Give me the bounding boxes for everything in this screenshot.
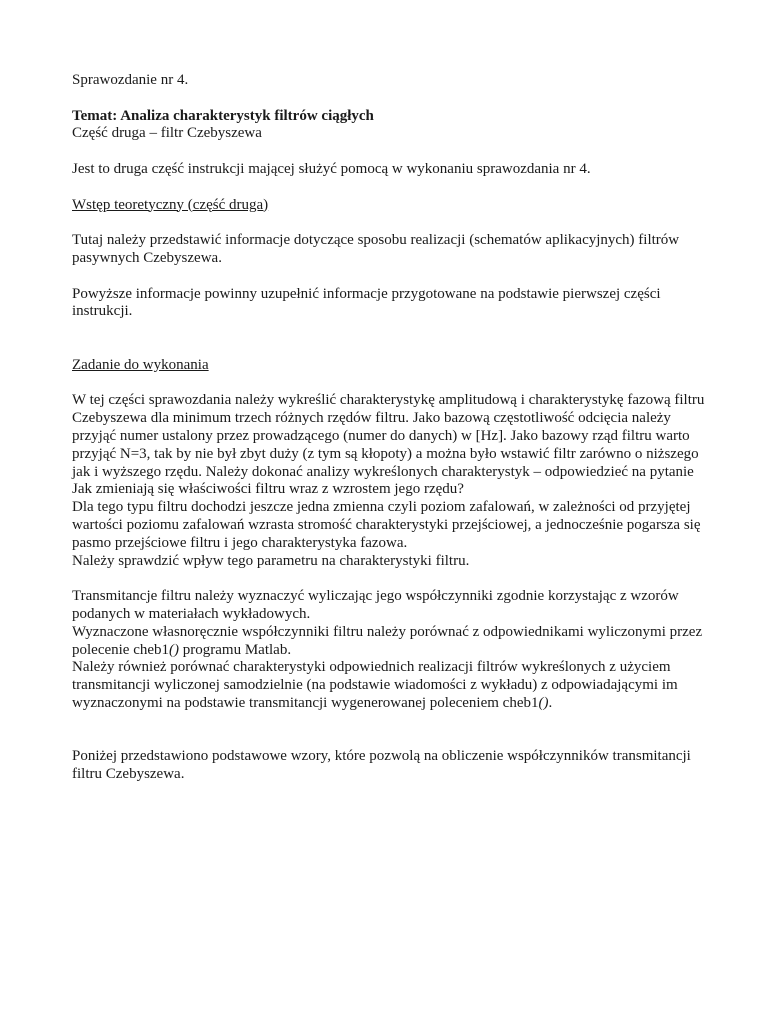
spacer bbox=[72, 179, 712, 197]
spacer bbox=[72, 214, 712, 232]
task-paragraph-5-text: Wyznaczone własnoręcznie współczynniki filtru należy porównać z odpowiednikami wyliczonymi przez polecenie cheb1 bbox=[72, 623, 703, 658]
report-number: Sprawozdanie nr 4. bbox=[72, 72, 189, 88]
report-topic: Temat: Analiza charakterystyk filtrów ciągłych bbox=[72, 107, 374, 124]
task-paragraph-5 bbox=[72, 624, 712, 660]
function-parentheses: () bbox=[169, 641, 180, 658]
spacer bbox=[72, 143, 712, 161]
function-parentheses: () bbox=[538, 694, 549, 711]
task-question: Jak zmieniają się właściwości filtru wraz z wzrostem jego rzędu? bbox=[72, 481, 464, 498]
spacer bbox=[72, 268, 712, 286]
intro-paragraph: Jest to druga część instrukcji mającej służyć pomocą w wykonaniu sprawozdania nr 4. bbox=[72, 160, 591, 177]
theory-heading: Wstęp teoretyczny (część druga) bbox=[72, 196, 269, 213]
spacer bbox=[72, 713, 712, 749]
report-part: Część druga – filtr Czebyszewa bbox=[72, 125, 262, 142]
spacer bbox=[72, 321, 712, 357]
task-paragraph-6-tail: . bbox=[548, 694, 553, 711]
theory-paragraph-2: Powyższe informacje powinny uzupełnić informacje przygotowane na podstawie pierwszej części instrukcji. bbox=[72, 285, 661, 320]
spacer bbox=[72, 570, 712, 588]
task-paragraph-6-text: Należy również porównać charakterystyki odpowiednich realizacji filtrów wykreślonych z użyciem transmitancji wyliczonej samodzielnie (na podstawie wiadomości z wykładu) z odpowiadającymi im wyznaczonymi na podstawie transmitancji wygenerowanej poleceniem cheb1 bbox=[72, 659, 678, 711]
task-paragraph-7: Poniżej przedstawiono podstawowe wzory, które pozwolą na obliczenie współczynników transmitancji filtru Czebyszewa. bbox=[72, 748, 691, 783]
task-paragraph-2: Dla tego typu filtru dochodzi jeszcze jedna zmienna czyli poziom zafalowań, w zależności od przyjętej wartości poziomu zafalowań wzrasta stromość charakterystyki przejściowej, a jednocześnie pogarsza się pasmo przejściowe filtru i jego charakterystyka fazowa. bbox=[72, 499, 701, 551]
task-heading: Zadanie do wykonania bbox=[72, 356, 209, 373]
document-page bbox=[72, 72, 712, 784]
task-paragraph-3: Należy sprawdzić wpływ tego parametru na charakterystyki filtru. bbox=[72, 552, 470, 569]
task-paragraph-5-tail: programu Matlab. bbox=[179, 641, 292, 658]
spacer bbox=[72, 90, 712, 108]
task-paragraph-6 bbox=[72, 659, 712, 712]
task-paragraph-4: Transmitancje filtru należy wyznaczyć wyliczając jego współczynniki zgodnie korzystając z wzorów podanych w materiałach wykładowych. bbox=[72, 588, 679, 622]
spacer bbox=[72, 375, 712, 393]
task-paragraph-1: W tej części sprawozdania należy wykreślić charakterystykę amplitudową i charakterystykę fazową filtru Czebyszewa dla minimum trzech różnych rzędów filtru. Jako bazową częstotliwość odcięcia należy przyjąć numer ustalony przez prowadzącego (numer do danych) w [Hz]. Jako bazowy rząd filtru warto przyjąć N=3, tak by nie był zbyt duży (z tym są kłopoty) a można było wstawić filtr zarówno o niższego jak i wyższego rzędu. Należy dokonać analizy wykreślonych charakterystyk – odpowiedzieć na pytanie bbox=[72, 392, 705, 480]
theory-paragraph-1: Tutaj należy przedstawić informacje dotyczące sposobu realizacji (schematów aplikacyjnych) filtrów pasywnych Czebyszewa. bbox=[72, 232, 680, 266]
